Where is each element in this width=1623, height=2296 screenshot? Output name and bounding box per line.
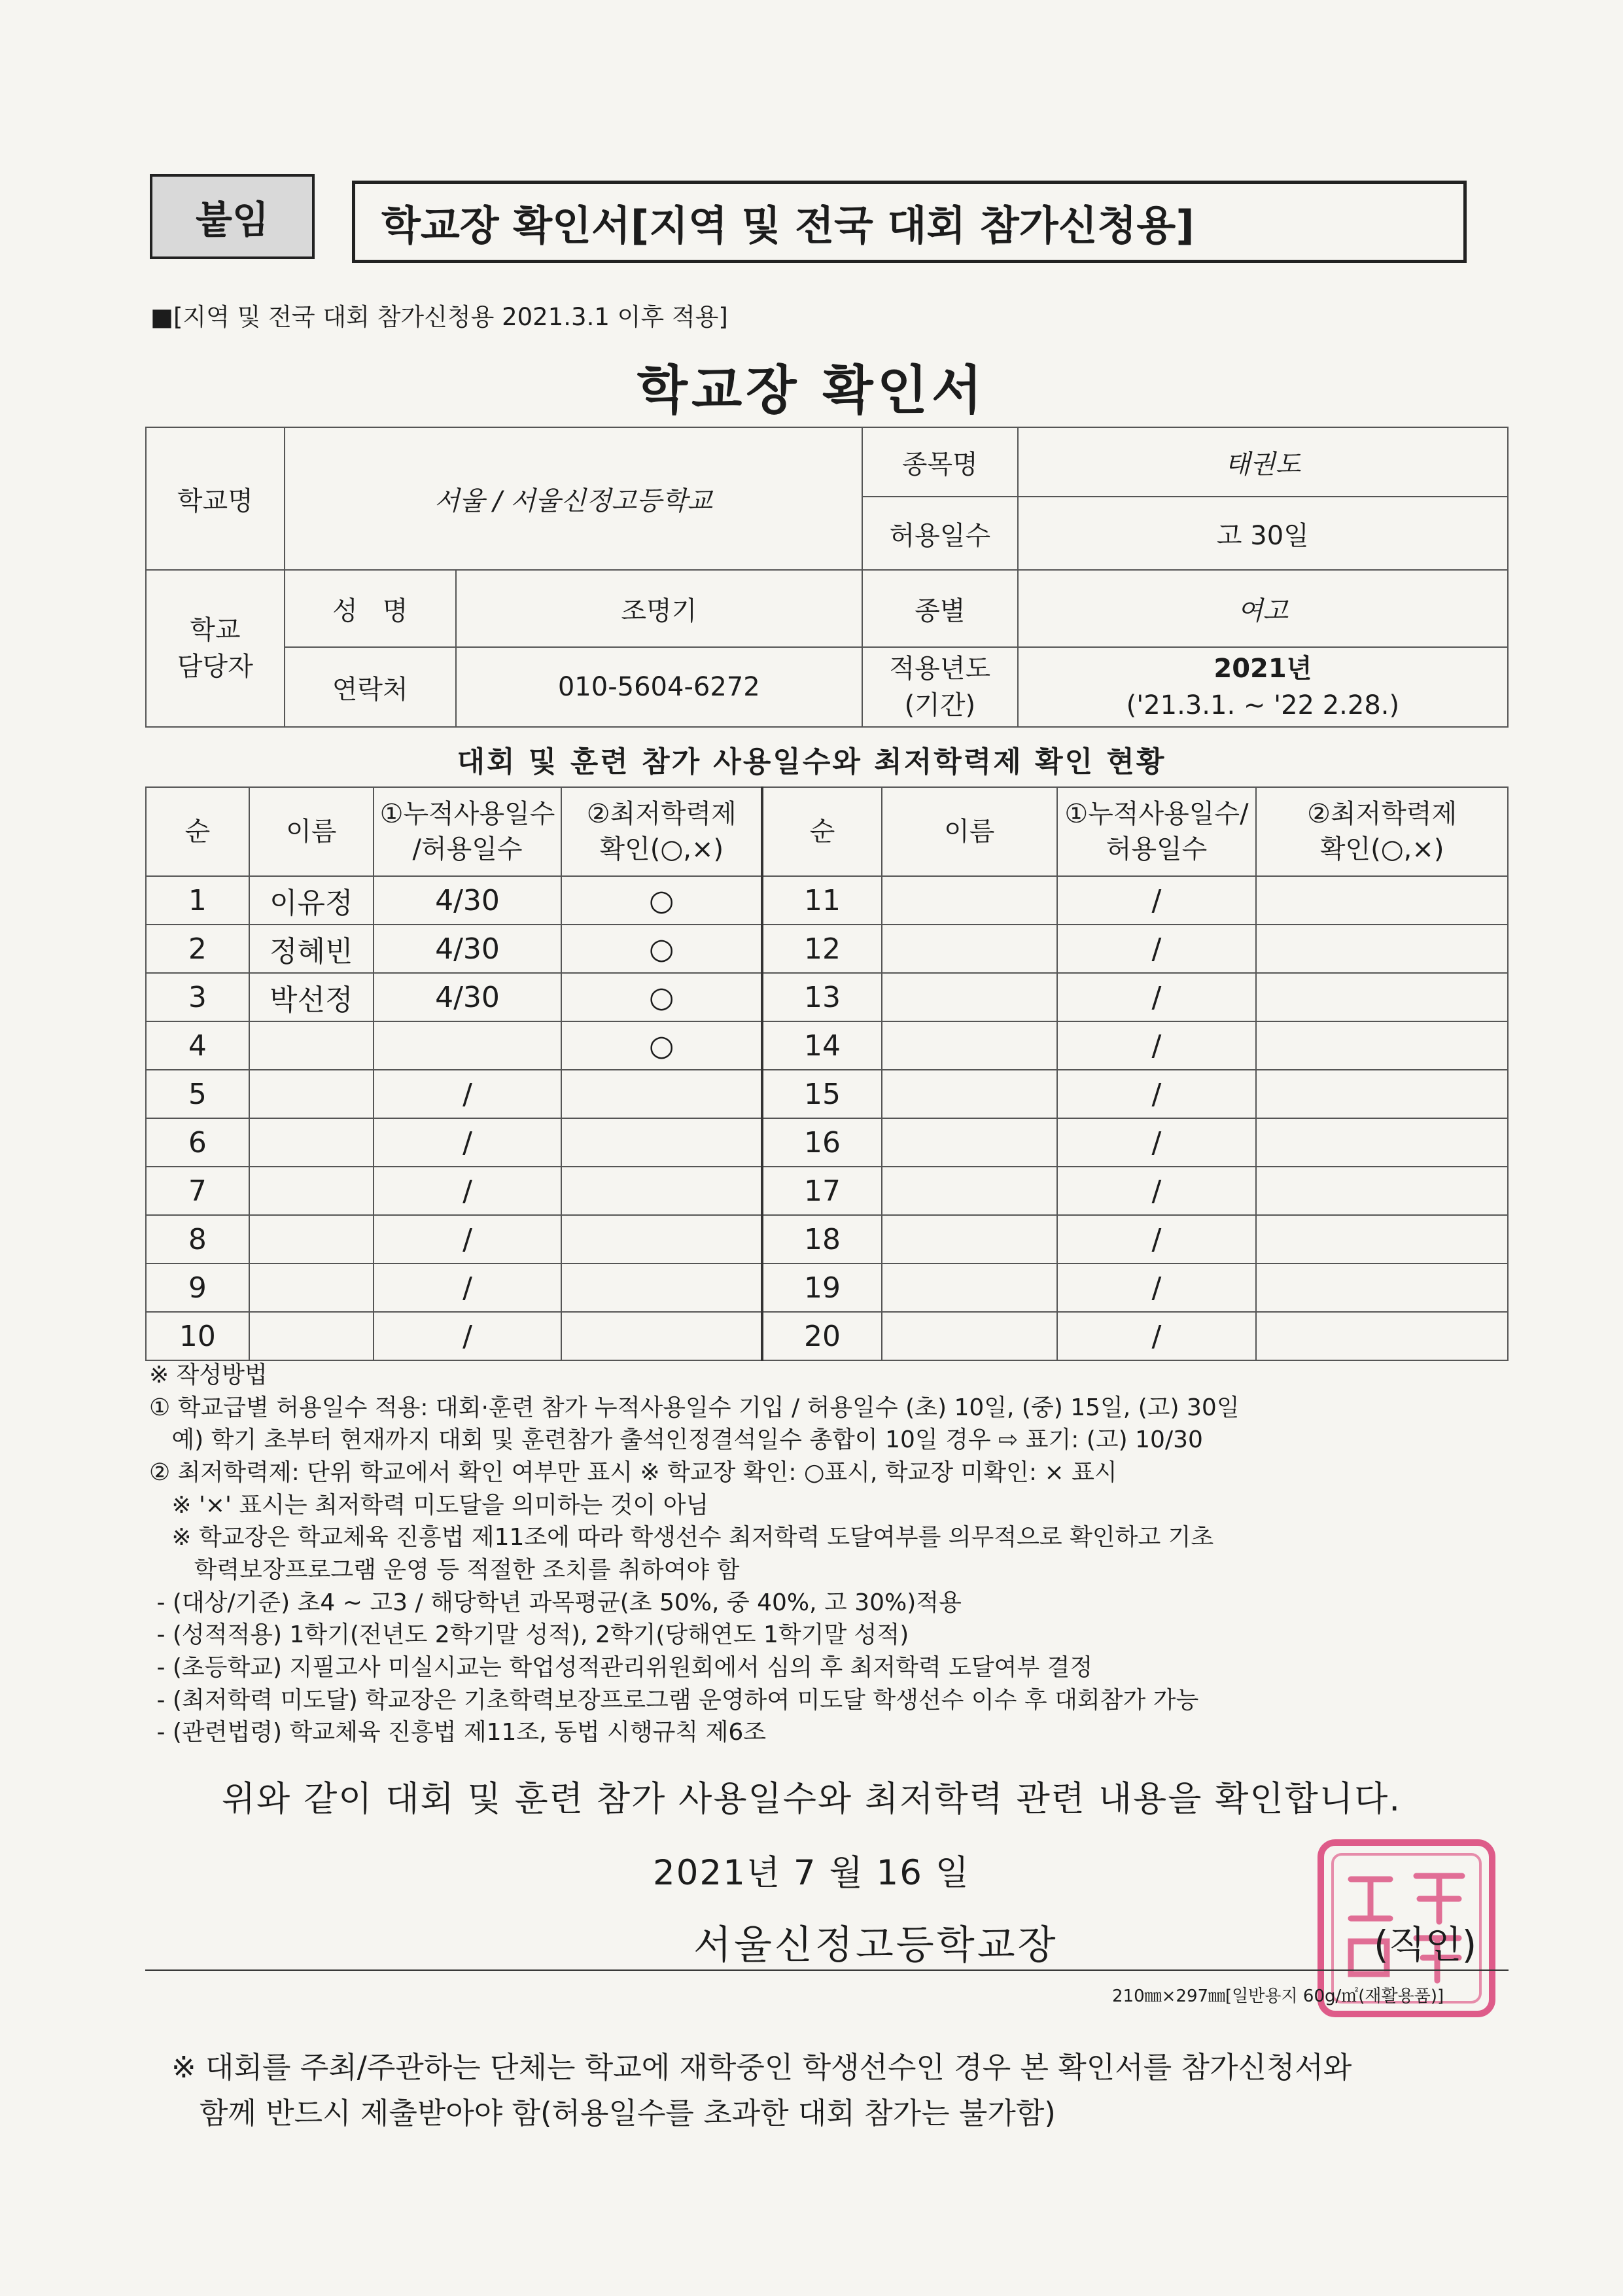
row-used-days: / [1057,1118,1257,1167]
document-title: 학교장 확인서[지역 및 전국 대회 참가신청용] [352,181,1467,263]
instruction-line: ※ 학교장은 학교체육 진흥법 제11조에 따라 학생선수 최저학력 도달여부를 의무적으로 확인하고 기초 [149,1524,1214,1551]
instruction-line: 예) 학기 초부터 현재까지 대회 및 훈련참가 출석인정결석일수 총합이 10일 경우 ⇨ 표기: (고) 10/30 [149,1426,1203,1454]
instruction-line: ※ '×' 표시는 최저학력 미도달을 의미하는 것이 아님 [149,1491,709,1519]
row-order: 18 [762,1215,882,1263]
footer-line: 함께 반드시 제출받아야 함(허용일수를 초과한 대회 참가는 불가함) [171,2095,1056,2130]
instructions [149,1359,1497,1749]
row-min-academic [1256,1021,1508,1070]
row-order: 5 [146,1070,249,1118]
row-used-days: / [1057,925,1257,973]
allowed-days-value: 고 30일 [1018,497,1508,570]
row-min-academic: ○ [561,973,762,1021]
category-value: 여고 [1018,570,1508,647]
header-name: 이름 [249,787,374,876]
table-row [146,1312,1508,1360]
row-order: 15 [762,1070,882,1118]
instruction-line: - (대상/기준) 초4 ~ 고3 / 해당학년 과목평균(초 50%, 중 40%, 고 30%)적용 [149,1589,962,1616]
row-used-days: / [1057,876,1257,925]
table-row [146,876,1508,925]
page-title: 학교장 확인서 [637,360,986,421]
sport-label: 종목명 [862,427,1018,497]
row-used-days: / [374,1215,562,1263]
row-min-academic [1256,1312,1508,1360]
row-min-academic [561,1263,762,1312]
row-name: 이유정 [249,876,374,925]
footer-note [171,2045,1352,2136]
row-min-academic [1256,876,1508,925]
row-order: 10 [146,1312,249,1360]
row-min-academic: ○ [561,1021,762,1070]
contact-value: 010-5604-6272 [456,647,862,727]
row-used-days: 4/30 [374,876,562,925]
instruction-line: - (최저학력 미도달) 학교장은 기초학력보장프로그램 운영하여 미도달 학생선수 이수 후 대회참가 가능 [149,1686,1199,1714]
header-name: 이름 [882,787,1057,876]
row-used-days: / [374,1118,562,1167]
row-name: 박선정 [249,973,374,1021]
row-name [249,1215,374,1263]
row-order: 14 [762,1021,882,1070]
table-row [146,1070,1508,1118]
row-name [249,1021,374,1070]
roster-table [145,786,1509,1361]
school-label: 학교명 [146,427,285,570]
header-min-academic: ②최저학력제 확인(○,×) [561,787,762,876]
row-min-academic [1256,973,1508,1021]
row-order: 19 [762,1263,882,1312]
row-min-academic [561,1118,762,1167]
status-title: 대회 및 훈련 참가 사용일수와 최저학력제 확인 현황 [457,745,1166,779]
row-name [249,1312,374,1360]
instruction-line: - (성적적용) 1학기(전년도 2학기말 성적), 2학기(당해연도 1학기말 성적) [149,1621,909,1649]
row-name [882,1263,1057,1312]
row-name [882,1118,1057,1167]
year-value: 2021년 [1213,654,1312,684]
row-name [249,1118,374,1167]
row-used-days: / [1057,1070,1257,1118]
row-name [882,1312,1057,1360]
row-order: 13 [762,973,882,1021]
row-order: 2 [146,925,249,973]
row-order: 7 [146,1167,249,1215]
header-order: 순 [146,787,249,876]
divider [145,1969,1509,1971]
row-min-academic [1256,1167,1508,1215]
instruction-line: 학력보장프로그램 운영 등 적절한 조치를 취하여야 함 [149,1557,740,1584]
table-row [146,1167,1508,1215]
row-order: 6 [146,1118,249,1167]
school-info-table [145,427,1509,728]
instruction-line: - (초등학교) 지필고사 미실시교는 학업성적관리위원회에서 심의 후 최저학력 도달여부 결정 [149,1654,1093,1682]
principal-title: 서울신정고등학교장 [693,1922,1058,1968]
confirmation-statement: 위와 같이 대회 및 훈련 참가 사용일수와 최저학력 관련 내용을 확인합니다. [221,1779,1402,1819]
instruction-line: ※ 작성방법 [149,1362,268,1388]
row-used-days: / [1057,1167,1257,1215]
row-name [882,1167,1057,1215]
row-used-days: / [374,1312,562,1360]
row-min-academic [1256,1215,1508,1263]
category-label: 종별 [862,570,1018,647]
table-row [146,1021,1508,1070]
row-name [882,1070,1057,1118]
row-used-days: / [374,1070,562,1118]
header-used-days: ①누적사용일수/ 허용일수 [1057,787,1257,876]
sport-value: 태권도 [1018,427,1508,497]
name-label: 성 명 [285,570,456,647]
row-order: 4 [146,1021,249,1070]
year-cell [1018,647,1508,727]
row-min-academic [561,1312,762,1360]
school-value: 서울 / 서울신정고등학교 [285,427,862,570]
row-name [249,1263,374,1312]
allowed-days-label: 허용일수 [862,497,1018,570]
row-min-academic [1256,925,1508,973]
row-order: 11 [762,876,882,925]
row-min-academic [561,1167,762,1215]
row-min-academic: ○ [561,876,762,925]
contact-label: 연락처 [285,647,456,727]
seal-label: (직인) [1374,1922,1477,1967]
row-used-days: / [1057,1312,1257,1360]
row-order: 1 [146,876,249,925]
row-min-academic [561,1215,762,1263]
table-row [146,1263,1508,1312]
row-name [882,973,1057,1021]
row-min-academic [561,1070,762,1118]
row-min-academic [1256,1070,1508,1118]
row-name [882,1021,1057,1070]
table-row [146,1215,1508,1263]
applies-note: ■[지역 및 전국 대회 참가신청용 2021.3.1 이후 적용] [150,303,728,331]
paper-spec: 210㎜×297㎜[일반용지 60g/㎡(재활용품)] [1112,1987,1444,2006]
instruction-line: ② 최저학력제: 단위 학교에서 확인 여부만 표시 ※ 학교장 확인: ○표시, 학교장 미확인: × 표시 [149,1459,1117,1487]
footer-line: ※ 대회를 주최/주관하는 단체는 학교에 재학중인 학생선수인 경우 본 확인서를 참가신청서와 [171,2050,1352,2085]
row-used-days: / [1057,1215,1257,1263]
row-used-days: / [374,1167,562,1215]
row-name: 정혜빈 [249,925,374,973]
instruction-line: - (관련법령) 학교체육 진흥법 제11조, 동법 시행규칙 제6조 [149,1719,767,1746]
row-name [249,1167,374,1215]
row-order: 12 [762,925,882,973]
header-min-academic: ②최저학력제 확인(○,×) [1256,787,1508,876]
header-used-days: ①누적사용일수 /허용일수 [374,787,562,876]
row-order: 9 [146,1263,249,1312]
row-used-days: 4/30 [374,973,562,1021]
table-row [146,973,1508,1021]
row-used-days [374,1021,562,1070]
issue-date: 2021년 7 월 16 일 [652,1853,971,1893]
row-min-academic [1256,1118,1508,1167]
row-order: 17 [762,1167,882,1215]
table-row [146,1118,1508,1167]
row-order: 20 [762,1312,882,1360]
year-label: 적용년도 (기간) [862,647,1018,727]
table-row [146,925,1508,973]
row-order: 3 [146,973,249,1021]
row-name [249,1070,374,1118]
row-name [882,925,1057,973]
row-min-academic: ○ [561,925,762,973]
row-used-days: / [374,1263,562,1312]
row-order: 8 [146,1215,249,1263]
row-name [882,1215,1057,1263]
instruction-line: ① 학교급별 허용일수 적용: 대회·훈련 참가 누적사용일수 기입 / 허용일수 (초) 10일, (중) 15일, (고) 30일 [149,1394,1240,1421]
name-value: 조명기 [456,570,862,647]
header-order: 순 [762,787,882,876]
attachment-label: 붙임 [150,174,315,259]
row-used-days: / [1057,973,1257,1021]
manager-label: 학교 담당자 [146,570,285,727]
row-used-days: / [1057,1021,1257,1070]
year-period: ('21.3.1. ~ '22 2.28.) [1126,690,1400,720]
row-min-academic [1256,1263,1508,1312]
row-order: 16 [762,1118,882,1167]
row-used-days: 4/30 [374,925,562,973]
row-name [882,876,1057,925]
row-used-days: / [1057,1263,1257,1312]
